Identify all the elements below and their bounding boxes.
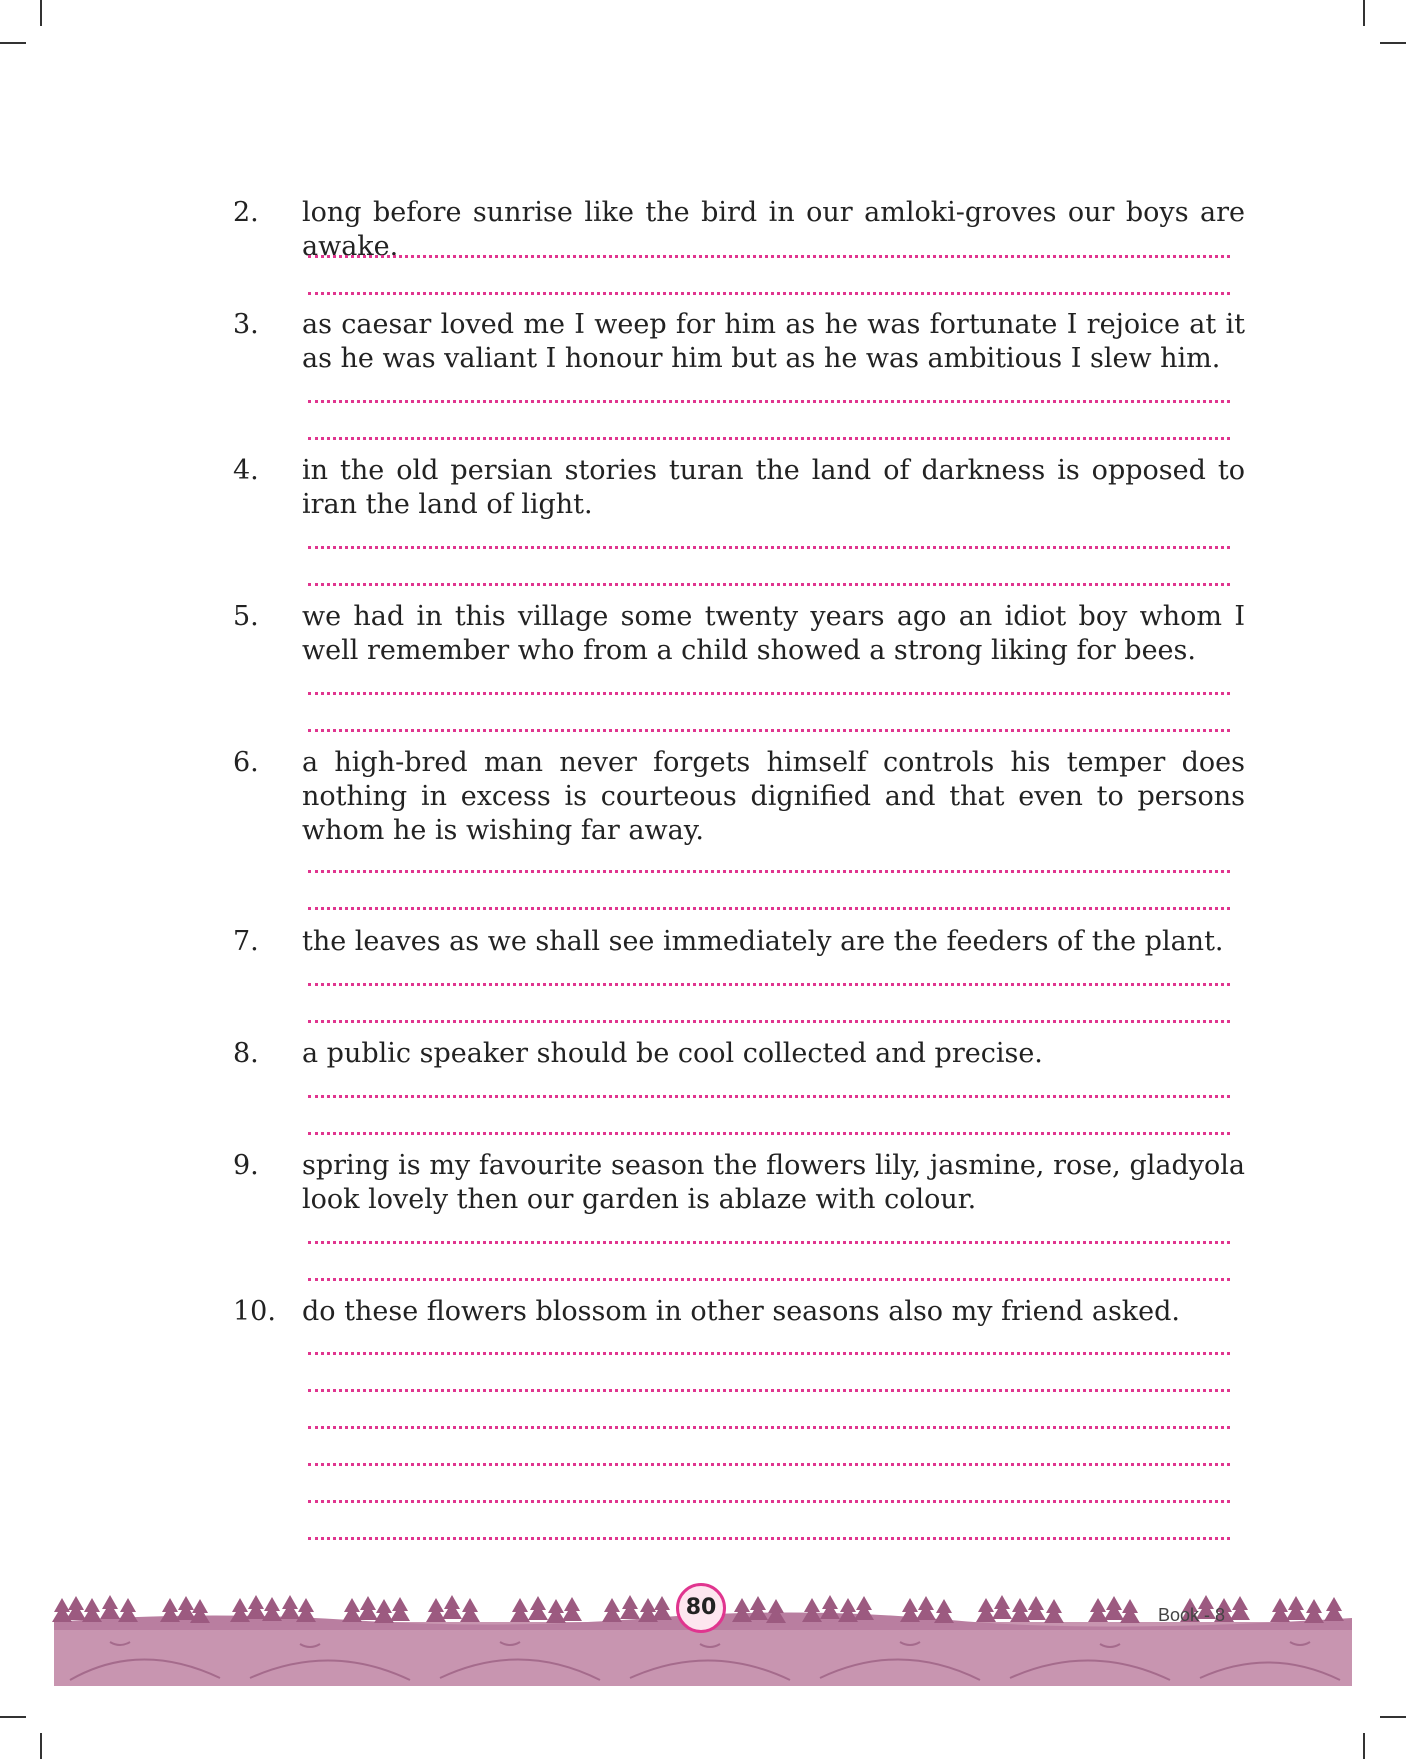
question-text: we had in this village some twenty years ago an idiot boy whom I well remember who from a child showed a strong liking for bees. [302, 601, 1245, 666]
answer-line[interactable] [308, 546, 1230, 549]
crop-mark [1380, 1716, 1406, 1718]
question-item [233, 600, 1245, 668]
question-number: 2. [233, 197, 259, 228]
page-number-badge: 80 [676, 1583, 726, 1633]
question-text: spring is my favourite season the flowers lily, jasmine, rose, gladyola look lovely then our garden is ablaze with colour. [302, 1150, 1245, 1215]
question-number: 10. [233, 1296, 276, 1327]
question-text: a public speaker should be cool collected and precise. [302, 1038, 1043, 1069]
answer-line[interactable] [308, 983, 1230, 986]
answer-line[interactable] [308, 255, 1230, 258]
answer-line[interactable] [308, 437, 1230, 440]
question-item [233, 1149, 1245, 1217]
answer-line[interactable] [308, 907, 1230, 910]
question-item [233, 308, 1245, 376]
answer-line[interactable] [308, 400, 1230, 403]
question-number: 5. [233, 601, 259, 632]
answer-line[interactable] [308, 1095, 1230, 1098]
question-item [233, 1295, 1245, 1329]
question-item [233, 454, 1245, 522]
question-number: 8. [233, 1038, 259, 1069]
question-item [233, 746, 1245, 848]
question-text: the leaves as we shall see immediately are the feeders of the plant. [302, 926, 1224, 957]
question-number: 6. [233, 747, 259, 778]
question-number: 3. [233, 309, 259, 340]
question-number: 9. [233, 1150, 259, 1181]
answer-line[interactable] [308, 1389, 1230, 1392]
answer-line[interactable] [308, 1500, 1230, 1503]
question-number: 4. [233, 455, 259, 486]
answer-line[interactable] [308, 692, 1230, 695]
book-label: Book - 8 [1158, 1605, 1226, 1625]
answer-line[interactable] [308, 583, 1230, 586]
answer-line[interactable] [308, 729, 1230, 732]
answer-line[interactable] [308, 1426, 1230, 1429]
crop-mark [40, 0, 42, 26]
crop-mark [0, 1716, 26, 1718]
question-text: in the old persian stories turan the land of darkness is opposed to iran the land of light. [302, 455, 1245, 520]
question-text: as caesar loved me I weep for him as he was fortunate I rejoice at it as he was valiant I honour him but as he was ambitious I slew him. [302, 309, 1245, 374]
answer-line[interactable] [308, 870, 1230, 873]
answer-line[interactable] [308, 1241, 1230, 1244]
question-number: 7. [233, 926, 259, 957]
question-item [233, 925, 1245, 959]
crop-mark [0, 42, 26, 44]
answer-line[interactable] [308, 1352, 1230, 1355]
crop-mark [1380, 42, 1406, 44]
answer-line[interactable] [308, 1463, 1230, 1466]
question-text: a high-bred man never forgets himself controls his temper does nothing in excess is courteous dignified and that even to persons whom he is wishing far away. [302, 747, 1245, 846]
question-text: long before sunrise like the bird in our amloki-groves our boys are awake. [302, 197, 1245, 262]
answer-line[interactable] [308, 1132, 1230, 1135]
answer-line[interactable] [308, 1537, 1230, 1540]
question-text: do these flowers blossom in other seasons also my friend asked. [302, 1296, 1181, 1327]
question-item [233, 1037, 1245, 1071]
answer-line[interactable] [308, 1020, 1230, 1023]
crop-mark [1363, 1733, 1365, 1759]
answer-line[interactable] [308, 292, 1230, 295]
question-item [233, 196, 1245, 264]
answer-line[interactable] [308, 1278, 1230, 1281]
crop-mark [1363, 0, 1365, 26]
crop-mark [40, 1733, 42, 1759]
